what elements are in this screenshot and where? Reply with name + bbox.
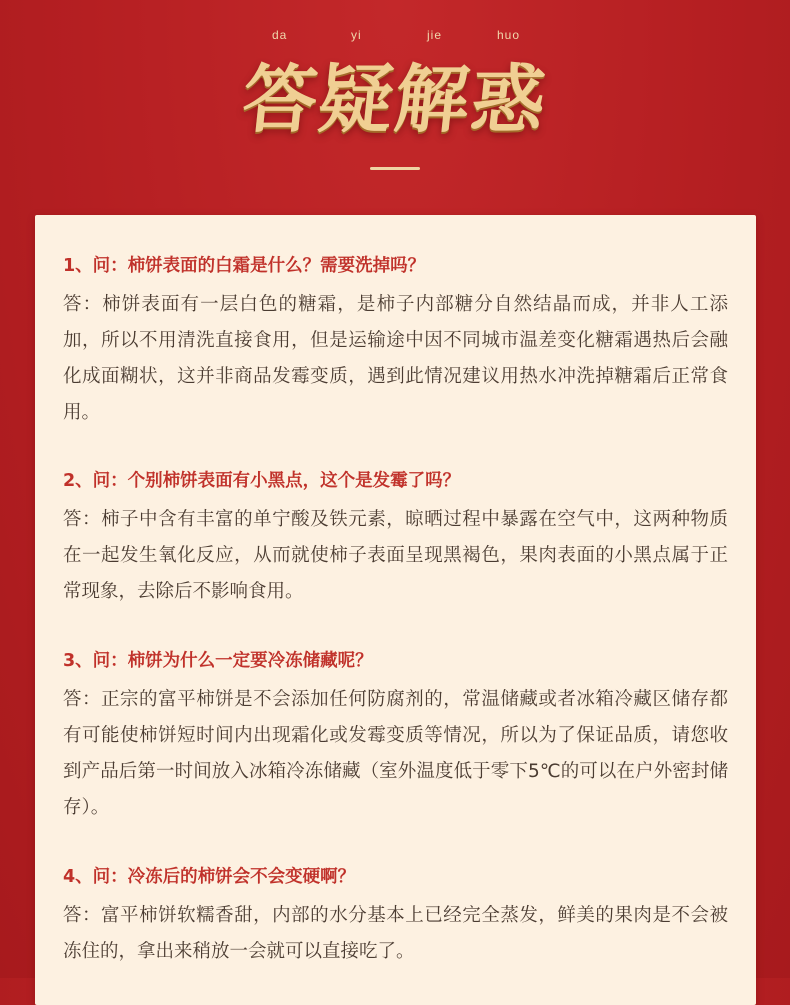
title-divider	[370, 167, 420, 170]
faq-answer: 答：富平柿饼软糯香甜，内部的水分基本上已经完全蒸发，鲜美的果肉是不会被冻住的，拿出来稍放一会就可以直接吃了。	[63, 905, 728, 962]
page-title: 答疑解惑	[238, 57, 552, 143]
faq-item	[63, 865, 728, 970]
faq-item	[63, 254, 728, 431]
pinyin-syllable: yi	[351, 28, 362, 42]
faq-card	[35, 215, 756, 1005]
header	[0, 0, 790, 215]
faq-question: 2、问：个别柿饼表面有小黑点，这个是发霉了吗？	[63, 471, 461, 491]
faq-answer: 答：柿饼表面有一层白色的糖霜，是柿子内部糖分自然结晶而成，并非人工添加，所以不用清洗直接食用，但是运输途中因不同城市温差变化糖霜遇热后会融化成面糊状，这并非商品发霉变质，遇到此情况建议用热水冲洗掉糖霜后正常食用。	[63, 294, 728, 423]
faq-item	[63, 649, 728, 826]
pinyin-syllable: huo	[497, 28, 521, 42]
faq-question: 3、问：柿饼为什么一定要冷冻储藏呢？	[63, 651, 373, 671]
title-pinyin	[0, 28, 790, 44]
faq-item	[63, 469, 728, 610]
pinyin-syllable: da	[272, 28, 288, 42]
faq-question: 4、问：冷冻后的柿饼会不会变硬啊？	[63, 867, 356, 887]
faq-answer: 答：正宗的富平柿饼是不会添加任何防腐剂的，常温储藏或者冰箱冷藏区储存都有可能使柿饼短时间内出现霜化或发霉变质等情况，所以为了保证品质，请您收到产品后第一时间放入冰箱冷冻储藏（室外温度低于零下5℃的可以在户外密封储存）。	[63, 689, 728, 818]
pinyin-syllable: jie	[427, 28, 443, 42]
faq-question: 1、问：柿饼表面的白霜是什么？需要洗掉吗？	[63, 256, 426, 276]
faq-answer: 答：柿子中含有丰富的单宁酸及铁元素，晾晒过程中暴露在空气中，这两种物质在一起发生氧化反应，从而就使柿子表面呈现黑褐色，果肉表面的小黑点属于正常现象，去除后不影响食用。	[63, 509, 728, 602]
